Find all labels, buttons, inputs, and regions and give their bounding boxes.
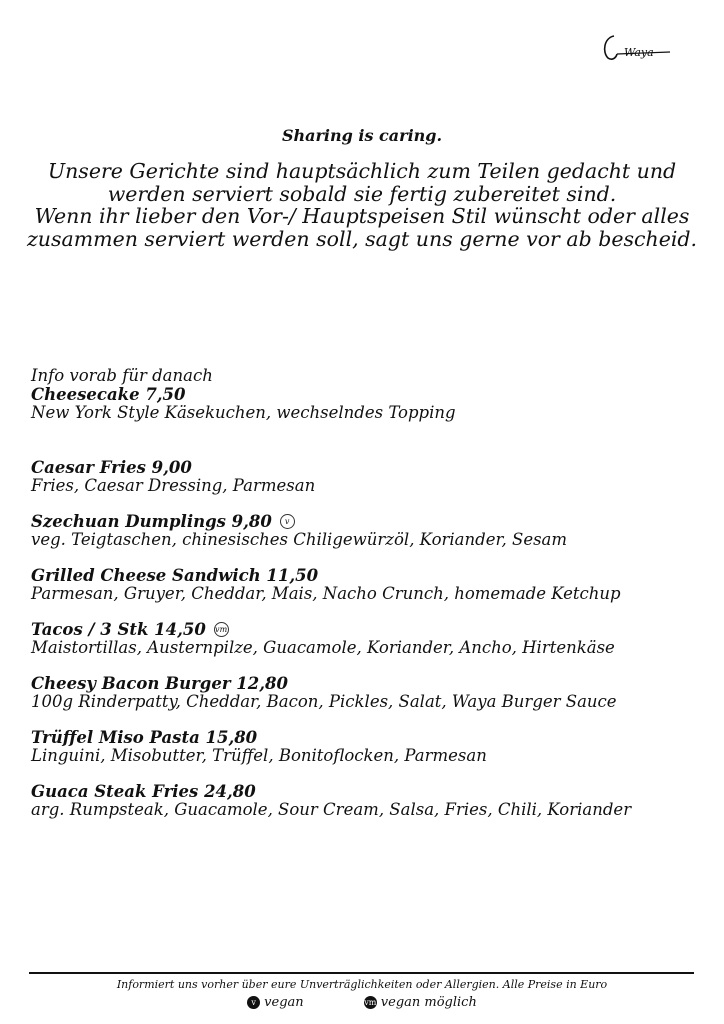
menu-item-steak-fries [31,783,711,820]
vegan-badge-icon: v [280,514,295,529]
item-desc: Maistortillas, Austernpilze, Guacamole, Koriander, Ancho, Hirtenkäse [31,638,615,657]
legend-label: vegan möglich [380,995,477,1010]
menu-item-cheesecake [31,386,711,423]
item-desc: Linguini, Misobutter, Trüffel, Bonitoflocken, Parmesan [31,746,487,765]
intro-line-1: Unsere Gerichte sind hauptsächlich zum Teilen gedacht und werden serviert sobald sie fertig zubereitet sind. [47,159,677,206]
item-desc: Fries, Caesar Dressing, Parmesan [31,476,316,495]
intro-line-2: Wenn ihr lieber den Vor-/ Hauptspeisen Stil wünscht oder alles zusammen serviert werden soll, sagt uns gerne vor ab bescheid. [26,204,698,251]
footer-divider [29,972,694,974]
item-title: Cheesecake 7,50 [31,384,186,404]
logo-wordmark: Waya [624,46,654,59]
menu-item-truffle-pasta [31,729,711,766]
legend-label: vegan [264,995,304,1010]
item-title: Cheesy Bacon Burger 12,80 [31,673,288,693]
item-title: Trüffel Miso Pasta 15,80 [31,727,258,747]
menu-item-burger [31,675,711,712]
waya-logo [600,30,674,68]
menu-item-grilled-cheese [31,567,711,604]
intro-text [26,160,698,250]
vegan-possible-badge-icon: vm [214,622,229,637]
menu-item-szechuan-dumplings [31,513,711,550]
legend-vegan [247,995,303,1010]
item-desc: New York Style Käsekuchen, wechselndes Topping [31,403,456,422]
tagline: Sharing is caring. [281,126,443,145]
menu-item-caesar-fries [31,459,711,496]
menu-list [31,367,711,820]
item-title: Grilled Cheese Sandwich 11,50 [31,565,319,585]
menu-item-tacos [31,621,711,658]
vegan-icon: v [247,996,260,1009]
item-title: Caesar Fries 9,00 [31,457,192,477]
item-desc: veg. Teigtaschen, chinesisches Chiligewürzöl, Koriander, Sesam [31,530,568,549]
diet-legend [0,995,724,1010]
item-title: Szechuan Dumplings 9,80 [31,511,272,531]
item-desc: arg. Rumpsteak, Guacamole, Sour Cream, Salsa, Fries, Chili, Koriander [31,800,632,819]
item-desc: Parmesan, Gruyer, Cheddar, Mais, Nacho Crunch, homemade Ketchup [31,584,621,603]
allergy-note: Informiert uns vorher über eure Unverträglichkeiten oder Allergien. Alle Preise in Euro [116,978,608,991]
dessert-note: Info vorab für danach [31,366,213,385]
item-title: Tacos / 3 Stk 14,50 [31,619,206,639]
item-desc: 100g Rinderpatty, Cheddar, Bacon, Pickles, Salat, Waya Burger Sauce [31,692,617,711]
item-title: Guaca Steak Fries 24,80 [31,781,256,801]
legend-vegan-possible [364,995,477,1010]
vegan-possible-icon: vm [364,998,377,1007]
